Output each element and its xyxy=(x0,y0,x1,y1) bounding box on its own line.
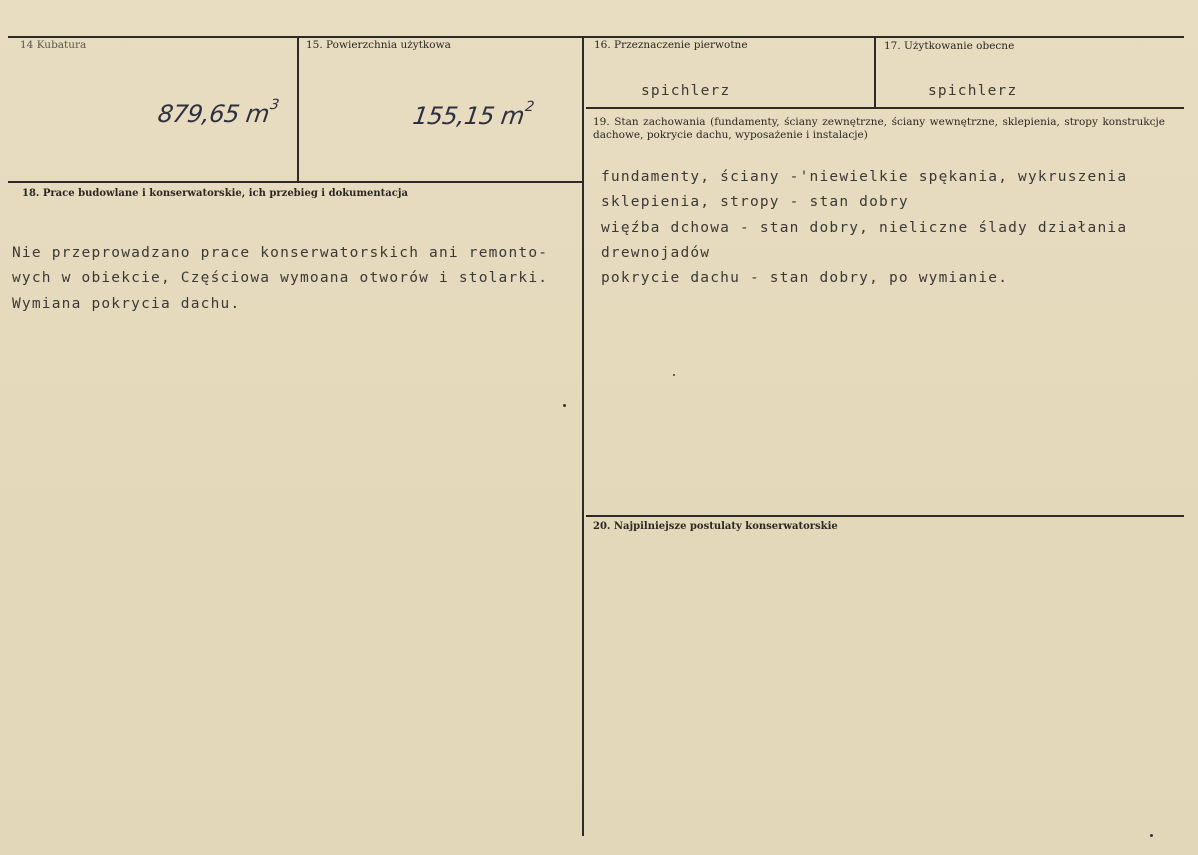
field-18-label: 18. Prace budowlane i konserwatorskie, ich przebieg i dokumentacja xyxy=(22,188,408,199)
rule-under-14-15 xyxy=(8,181,584,183)
top-rule xyxy=(8,36,1184,38)
paper-speck xyxy=(673,374,675,376)
field-14-label: 14 Kubatura xyxy=(20,39,87,51)
field-14-number: 879,65 m xyxy=(156,100,271,128)
field-17-label: 17. Użytkowanie obecne xyxy=(884,40,1015,52)
field-15-label: 15. Powierzchnia użytkowa xyxy=(306,39,451,51)
rule-under-19 xyxy=(586,515,1184,517)
rule-under-16-17 xyxy=(586,107,1184,109)
field-19-label: 19. Stan zachowania (fundamenty, ściany zewnętrzne, ściany wewnętrzne, sklepienia, stropy konstrukcje dachowe, pokrycie dachu, wyposażenie i instalacje) xyxy=(593,116,1165,141)
field-15-unit-exponent: 2 xyxy=(524,99,535,115)
field-16-label: 16. Przeznaczenie pierwotne xyxy=(594,39,748,51)
field-14-value xyxy=(156,97,280,128)
field-19-line: pokrycie dachu - stan dobry, po wymianie. xyxy=(601,270,1009,286)
field-19-line: sklepienia, stropy - stan dobry xyxy=(601,194,909,210)
field-19-line: więźba dchowa - stan dobry, nieliczne ślady działania xyxy=(601,220,1128,236)
field-14-unit-exponent: 3 xyxy=(269,97,280,113)
paper-speck xyxy=(563,404,566,407)
paper-speck xyxy=(1150,834,1153,837)
field-18-line: Wymiana pokrycia dachu. xyxy=(12,296,241,312)
field-19-line: fundamenty, ściany -'niewielkie spękania, wykruszenia xyxy=(601,169,1128,185)
field-17-value: spichlerz xyxy=(928,83,1018,99)
divider-14-15 xyxy=(297,36,299,182)
field-20-label: 20. Najpilniejsze postulaty konserwatorskie xyxy=(593,521,838,532)
field-15-value xyxy=(411,99,535,130)
field-18-line: wych w obiekcie, Częściowa wymoana otworów i stolarki. xyxy=(12,270,549,286)
field-16-value: spichlerz xyxy=(641,83,731,99)
field-15-number: 155,15 m xyxy=(411,102,526,130)
divider-16-17 xyxy=(874,36,876,108)
field-19-line: drewnojadów xyxy=(601,245,711,261)
center-divider xyxy=(582,36,584,836)
field-18-line: Nie przeprowadzano prace konserwatorskich ani remonto- xyxy=(12,245,549,261)
